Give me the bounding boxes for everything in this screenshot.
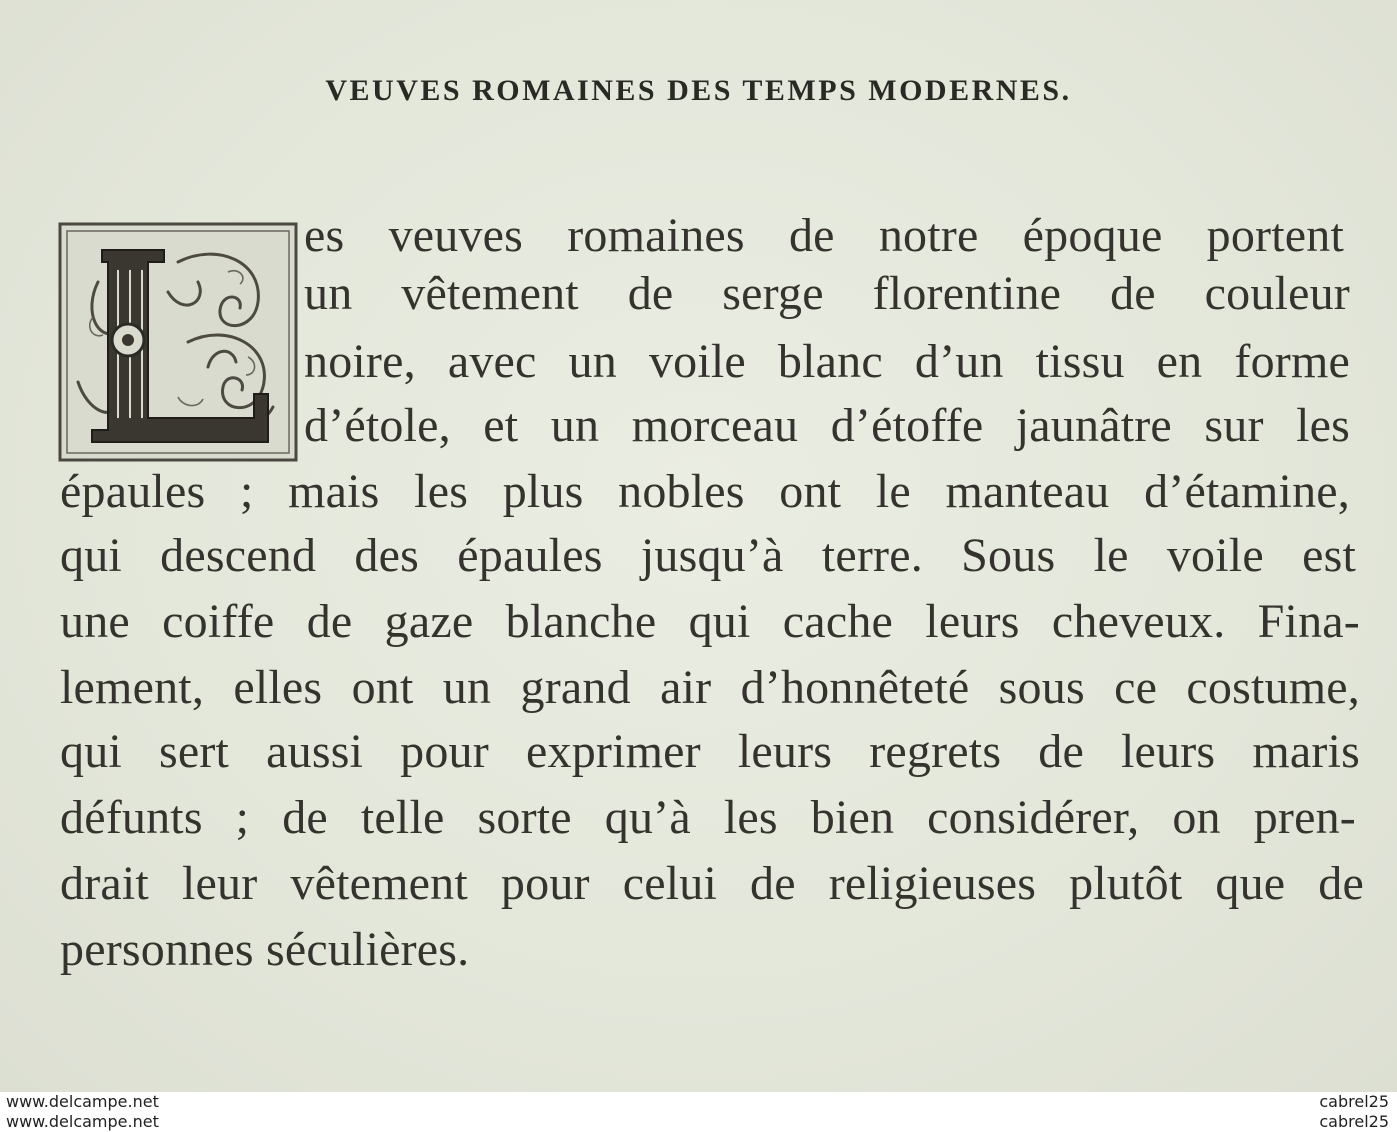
text-line: une coiffe de gaze blanche qui cache leurs cheveux. Fina- [60, 595, 1360, 648]
text-line: lement, elles ont un grand air d’honnêteté sous ce costume, [60, 661, 1360, 714]
footer-site-link[interactable]: www.delcampe.net [6, 1092, 159, 1111]
watermark-footer [0, 1092, 1397, 1132]
text-line: qui sert aussi pour exprimer leurs regrets de leurs maris [60, 725, 1360, 778]
text-line: épaules ; mais les plus nobles ont le manteau d’étamine, [60, 465, 1350, 518]
text-line: noire, avec un voile blanc d’un tissu en forme [304, 335, 1350, 388]
footer-right [1319, 1092, 1389, 1132]
text-line: un vêtement de serge florentine de couleur [304, 267, 1350, 320]
ornate-drop-cap [58, 222, 298, 462]
text-line: es veuves romaines de notre époque portent [304, 209, 1344, 262]
text-line: drait leur vêtement pour celui de religieuses plutôt que de [60, 857, 1364, 910]
footer-seller-name: cabrel25 [1319, 1112, 1389, 1131]
text-line: qui descend des épaules jusqu’à terre. Sous le voile est [60, 529, 1356, 582]
page-title: VEUVES ROMAINES DES TEMPS MODERNES. [325, 74, 1072, 107]
text-line: défunts ; de telle sorte qu’à les bien considérer, on pren- [60, 791, 1356, 844]
text-line: personnes séculières. [60, 923, 470, 976]
footer-site-link[interactable]: www.delcampe.net [6, 1112, 159, 1131]
text-line: d’étole, et un morceau d’étoffe jaunâtre sur les [304, 399, 1350, 452]
footer-seller-name: cabrel25 [1319, 1092, 1389, 1111]
footer-left [6, 1092, 159, 1132]
